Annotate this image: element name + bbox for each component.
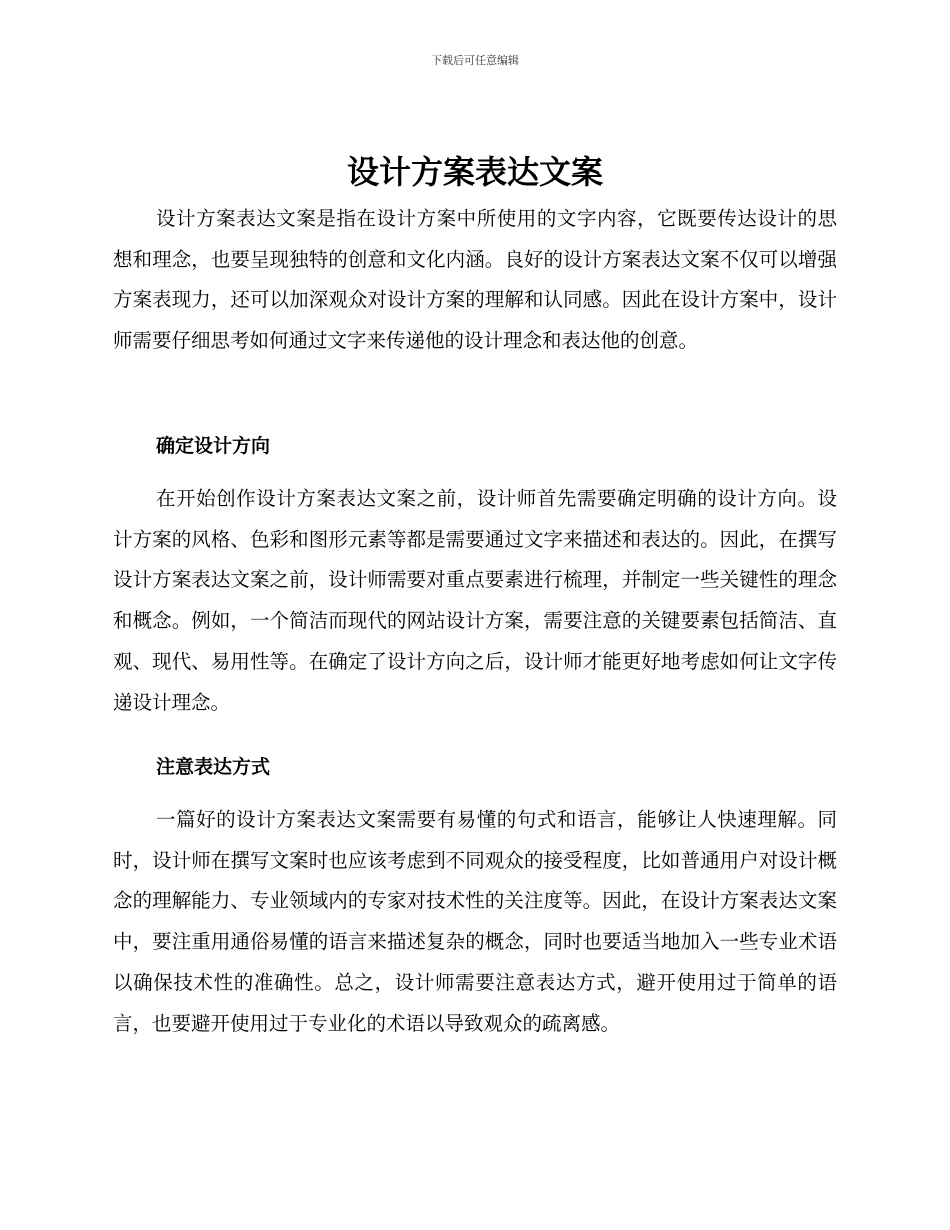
section-heading-expression: 注意表达方式 [156,756,271,778]
section-heading-design-direction: 确定设计方向 [156,435,271,457]
section-body-design-direction: 在开始创作设计方案表达文案之前，设计师首先需要确定明确的设计方向。设计方案的风格、色彩和图形元素等都是需要通过文字来描述和表达的。因此，在撰写设计方案表达文案之前，设计师需要对重点要素进行梳理，并制定一些关键性的理念和概念。例如，一个简洁而现代的网站设计方案，需要注意的关键要素包括简洁、直观、现代、易用性等。在确定了设计方向之后，设计师才能更好地考虑如何让文字传递设计理念。 [113,487,837,714]
intro-paragraph: 设计方案表达文案是指在设计方案中所使用的文字内容，它既要传达设计的思想和理念，也要呈现独特的创意和文化内涵。良好的设计方案表达文案不仅可以增强方案表现力，还可以加深观众对设计方案的理解和认同感。因此在设计方案中，设计师需要仔细思考如何通过文字来传递他的设计理念和表达他的创意。 [113,207,837,353]
page-header: 下载后可任意编辑 [431,54,519,67]
section-body-expression: 一篇好的设计方案表达文案需要有易懂的句式和语言，能够让人快速理解。同时，设计师在撰写文案时也应该考虑到不同观众的接受程度，比如普通用户对设计概念的理解能力、专业领域内的专家对技术性的关注度等。因此，在设计方案表达文案中，要注重用通俗易懂的语言来描述复杂的概念，同时也要适当地加入一些专业术语以确保技术性的准确性。总之，设计师需要注意表达方式，避开使用过于简单的语言，也要避开使用过于专业化的术语以导致观众的疏离感。 [113,808,837,1035]
document-title: 设计方案表达文案 [346,153,603,191]
